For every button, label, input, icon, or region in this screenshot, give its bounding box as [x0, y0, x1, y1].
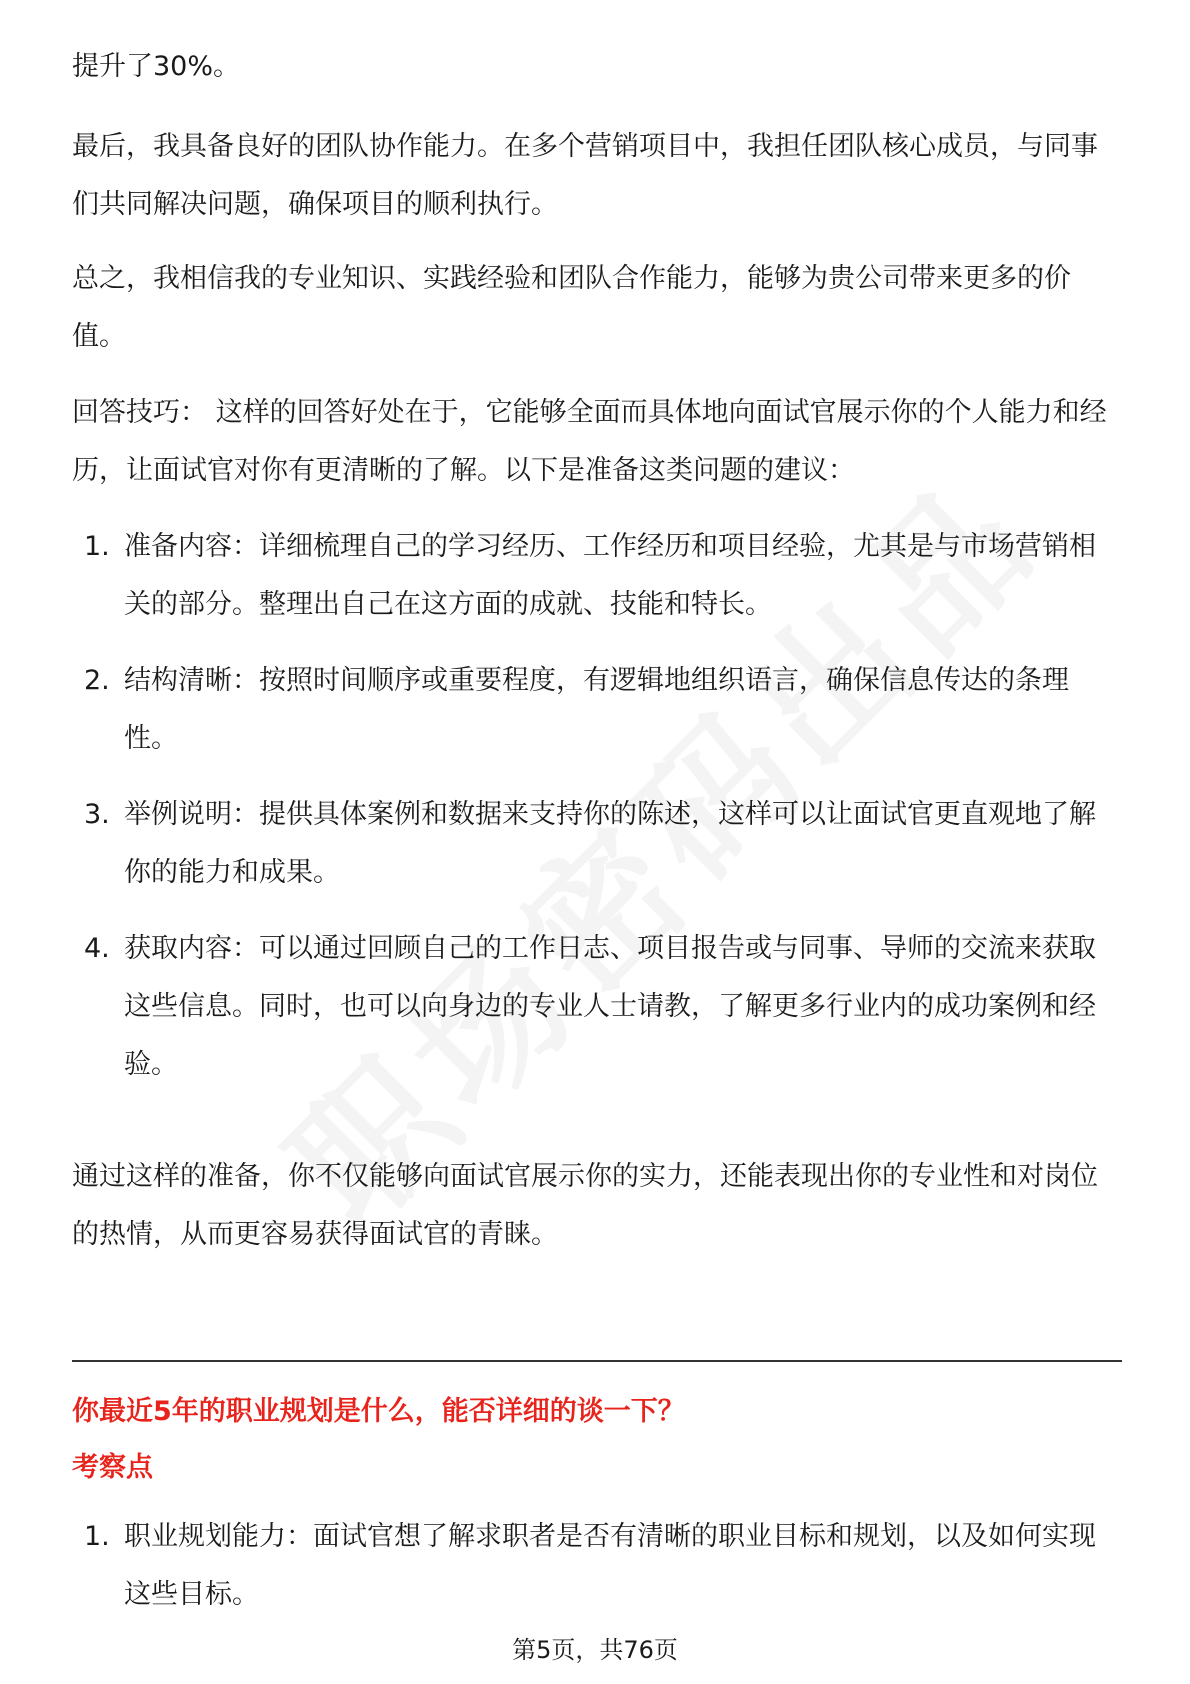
page-footer: 第5页，共76页 [512, 1636, 678, 1664]
paragraph-answer-tips: 回答技巧： 这样的回答好处在于，它能够全面而具体地向面试官展示你的个人能力和经历，让面试官对你有更清晰的了解。以下是准备这类问题的建议： [72, 397, 1107, 486]
tips-list [72, 518, 1122, 1094]
list-text: 举例说明：提供具体案例和数据来支持你的陈述，这样可以让面试官更直观地了解你的能力和成果。 [124, 799, 1096, 888]
list-number: 4. [84, 933, 110, 964]
list-text: 准备内容：详细梳理自己的学习经历、工作经历和项目经验，尤其是与市场营销相关的部分。整理出自己在这方面的成就、技能和特长。 [124, 531, 1096, 620]
paragraph-continued: 提升了30%。 [72, 51, 241, 82]
list-item [72, 652, 1122, 768]
list-item [72, 920, 1122, 1094]
paragraph-teamwork: 最后，我具备良好的团队协作能力。在多个营销项目中，我担任团队核心成员，与同事们共同解决问题，确保项目的顺利执行。 [72, 131, 1098, 220]
list-text: 结构清晰：按照时间顺序或重要程度，有逻辑地组织语言，确保信息传达的条理性。 [124, 665, 1069, 754]
list-text: 获取内容：可以通过回顾自己的工作日志、项目报告或与同事、导师的交流来获取这些信息。同时，也可以向身边的专业人士请教，了解更多行业内的成功案例和经验。 [124, 933, 1096, 1080]
list-number: 3. [84, 799, 110, 830]
list-text: 职业规划能力：面试官想了解求职者是否有清晰的职业目标和规划，以及如何实现这些目标。 [124, 1521, 1096, 1610]
paragraph-summary: 总之，我相信我的专业知识、实践经验和团队合作能力，能够为贵公司带来更多的价值。 [72, 263, 1071, 352]
question-title: 你最近5年的职业规划是什么，能否详细的谈一下？ [72, 1396, 685, 1427]
list-item [72, 1508, 1122, 1624]
list-item [72, 518, 1122, 634]
question-subtitle: 考察点 [72, 1452, 153, 1483]
points-list [72, 1508, 1122, 1624]
list-number: 1. [84, 1521, 110, 1552]
section-divider [72, 1360, 1122, 1362]
list-number: 2. [84, 665, 110, 696]
list-number: 1. [84, 531, 110, 562]
paragraph-closing: 通过这样的准备，你不仅能够向面试官展示你的实力，还能表现出你的专业性和对岗位的热情，从而更容易获得面试官的青睐。 [72, 1161, 1098, 1250]
list-item [72, 786, 1122, 902]
